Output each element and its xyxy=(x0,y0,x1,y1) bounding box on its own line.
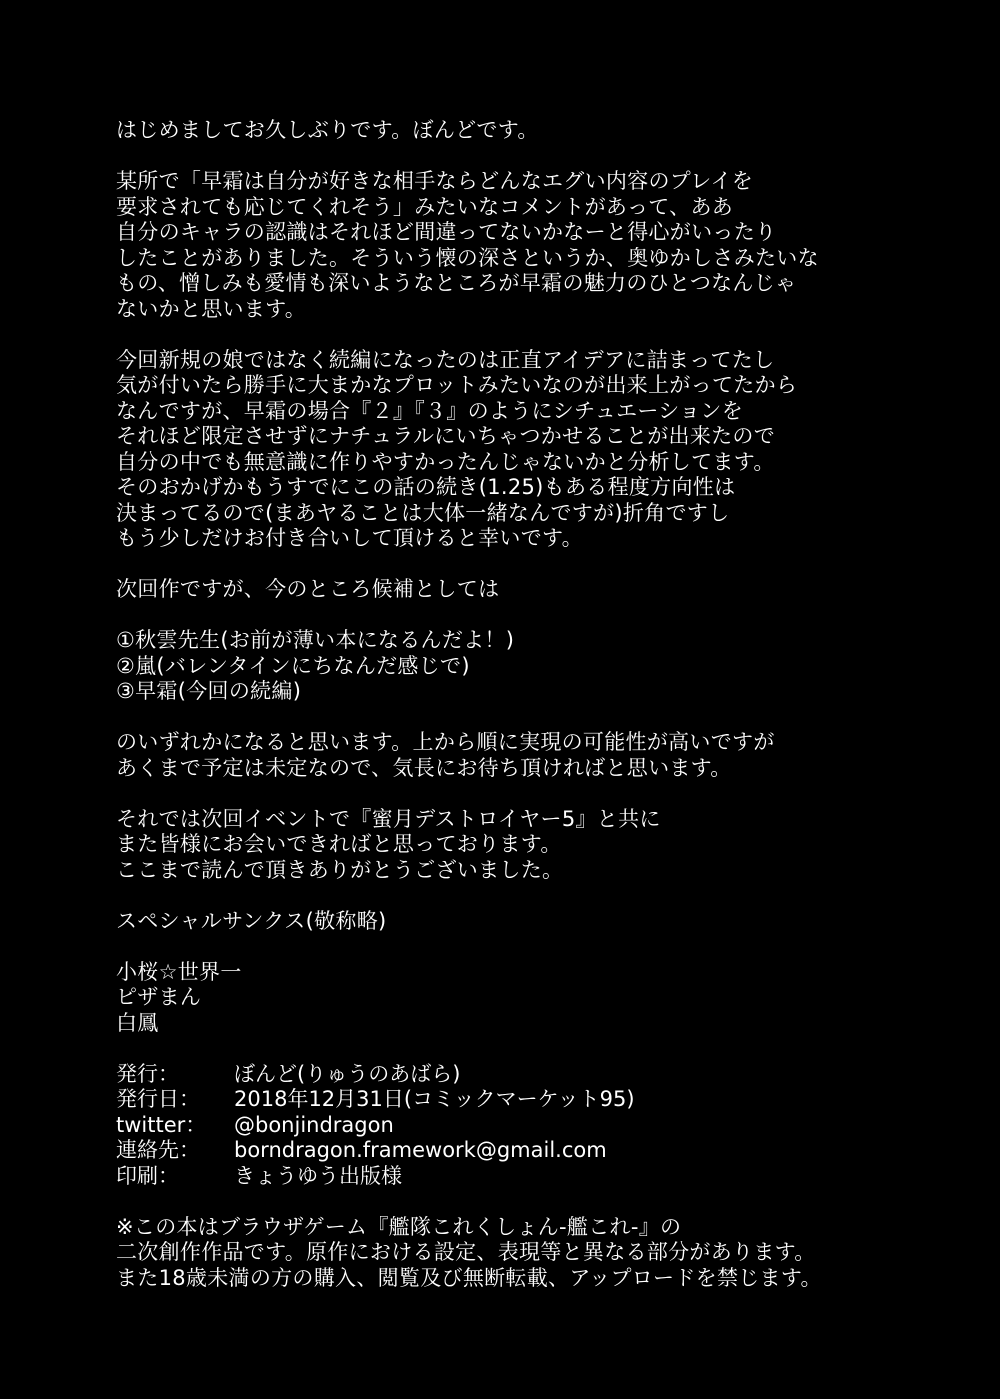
colophon-value: ぼんど(りゅうのあばら) xyxy=(234,1061,461,1086)
list-item: ③早霜(今回の続編) xyxy=(116,679,302,703)
notice-block xyxy=(116,1215,916,1292)
colophon-label: 発行： xyxy=(116,1061,179,1086)
greeting-line: はじめましてお久しぶりです。ぼんどです。 xyxy=(116,118,539,142)
text-line: 要求されても応じてくれそう」みたいなコメントがあって、ああ xyxy=(116,194,734,219)
greeting-block xyxy=(116,118,916,144)
afterword-page xyxy=(116,118,916,1291)
text-line: あくまで予定は未定なので、気長にお待ち頂ければと思います。 xyxy=(116,755,732,780)
notice-line: 二次創作作品です。原作における設定、表現等と異なる部分があります。 xyxy=(116,1240,816,1264)
text-line: また皆様にお会いできればと思っております。 xyxy=(116,832,562,856)
colophon-label: 発行日： xyxy=(116,1087,200,1111)
text-line: ここまで読んで頂きありがとうございました。 xyxy=(116,857,564,882)
thanks-heading: スペシャルサンクス(敬称略) xyxy=(116,908,387,933)
candidate-list xyxy=(116,628,916,705)
text-line: それでは次回イベントで『蜜月デストロイヤー5』と共に xyxy=(116,806,661,831)
colophon-row-twitter xyxy=(116,1113,916,1139)
text-line: 決まってるので(まあヤることは大体一緒なんですが)折角ですし xyxy=(116,500,730,525)
colophon-row-date xyxy=(116,1087,916,1113)
colophon-row-printer xyxy=(116,1164,916,1190)
colophon-label: twitter： xyxy=(116,1112,207,1137)
list-item: 小桜☆世界一 xyxy=(116,959,242,984)
text-line: なんですが、早霜の場合『２』『３』のようにシチュエーションを xyxy=(116,398,744,423)
list-item: ①秋雲先生(お前が薄い本になるんだよ！) xyxy=(116,628,515,652)
colophon-label: 連絡先： xyxy=(116,1138,200,1162)
list-item: ピザまん xyxy=(116,985,202,1009)
colophon-row-publisher xyxy=(116,1062,916,1088)
text-line: したことがありました。そういう懐の深さというか、奥ゆかしさみたいな xyxy=(116,245,819,270)
colophon-value: borndragon.framework@gmail.com xyxy=(234,1138,607,1162)
text-line: ないかと思います。 xyxy=(116,296,307,321)
text-line: それほど限定させずにナチュラルにいちゃつかせることが出来たので xyxy=(116,424,776,448)
notice-line: ※この本はブラウザゲーム『艦隊これくしょん-艦これ-』の xyxy=(116,1214,682,1239)
text-line: 某所で「早霜は自分が好きな相手ならどんなエグい内容のプレイを xyxy=(116,169,754,193)
text-line: 今回新規の娘ではなく続編になったのは正直アイデアに詰まってたし xyxy=(116,347,775,372)
colophon-label: 印刷： xyxy=(116,1163,179,1188)
paragraph-2 xyxy=(116,348,916,552)
text-line: もう少しだけお付き合いして頂けると幸いです。 xyxy=(116,526,583,550)
colophon xyxy=(116,1062,916,1190)
text-line: もの、憎しみも愛情も深いようなところが早霜の魅力のひとつなんじゃ xyxy=(116,271,797,295)
paragraph-4 xyxy=(116,807,916,884)
thanks-list xyxy=(116,960,916,1037)
list-item: 白鳳 xyxy=(116,1010,159,1035)
colophon-row-contact xyxy=(116,1138,916,1164)
text-line: 次回作ですが、今のところ候補としては xyxy=(116,577,500,601)
text-line: のいずれかになると思います。上から順に実現の可能性が高いですが xyxy=(116,730,775,754)
text-line: そのおかげかもうすでにこの話の続き(1.25)もある程度方向性は xyxy=(116,475,736,499)
text-line: 自分の中でも無意識に作りやすかったんじゃないかと分析してます。 xyxy=(116,449,775,474)
text-line: 気が付いたら勝手に大まかなプロットみたいなのが出来上がってたから xyxy=(116,373,798,397)
next-work-intro xyxy=(116,577,916,603)
colophon-value: @bonjindragon xyxy=(234,1112,394,1137)
text-line: 自分のキャラの認識はそれほど間違ってないかなーと得心がいったり xyxy=(116,220,777,244)
paragraph-3 xyxy=(116,730,916,781)
notice-line: また18歳未満の方の購入、閲覧及び無断転載、アップロードを禁じます。 xyxy=(116,1265,822,1290)
colophon-value: 2018年12月31日(コミックマーケット95) xyxy=(234,1087,635,1111)
thanks-heading-block xyxy=(116,909,916,935)
paragraph-1 xyxy=(116,169,916,322)
colophon-value: きょうゆう出版様 xyxy=(234,1163,402,1188)
list-item: ②嵐(バレンタインにちなんだ感じで) xyxy=(116,653,470,678)
